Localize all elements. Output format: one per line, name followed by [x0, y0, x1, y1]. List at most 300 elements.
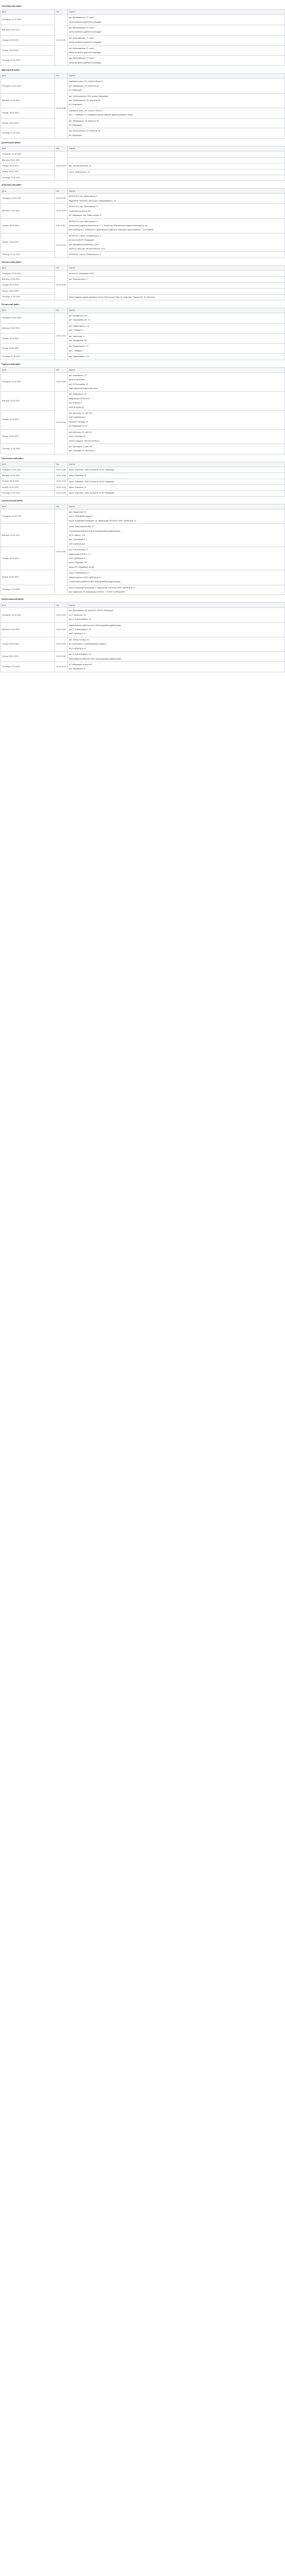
address-cell [68, 194, 285, 204]
address-cell [68, 128, 285, 139]
address-cell [68, 354, 285, 360]
date-cell: Середа, 05.02.2020 [1, 637, 55, 651]
address-line: вул. Вербицького, 18, аптека № 63 [69, 84, 99, 87]
address-line: Центр активного довголіття громадян [69, 41, 101, 44]
table-row [1, 163, 285, 169]
time-cell: 10:00-14:00 [55, 79, 68, 139]
table-row [1, 372, 285, 392]
header-address: Адреса [68, 462, 285, 467]
table-row [1, 56, 285, 66]
address-line: КНП «ЦПМСД № 1» [69, 633, 86, 635]
table-row [1, 252, 285, 258]
table-header-row [1, 10, 285, 15]
address-line: КНП ЦПМСД № 1, ЦПМСД № 1 Дніпровського району м. Києва вул. Курнатовського, 7 (3-й поверх) [69, 229, 154, 231]
address-cell [68, 444, 285, 454]
address-line: вул. Підвисоцького, 13 [69, 345, 88, 348]
address-line: Дитяча поліклініка [69, 379, 85, 381]
date-cell: Понеділок, 03.02.2020 [1, 510, 55, 524]
address-cell [68, 547, 285, 570]
address-line: вул. Жилянська, 14 [69, 668, 86, 670]
schedule-table [1, 462, 285, 497]
address-line: просп. Любомира Гузара, 8 [69, 515, 93, 518]
header-address: Адреса [68, 74, 285, 79]
time-cell: 10:00-14:00 [55, 490, 68, 496]
schedule-table [1, 602, 285, 672]
address-line: Центр активного довголіття громадян [69, 21, 101, 23]
address-cell [68, 175, 285, 180]
address-cell [68, 344, 285, 354]
date-cell: Четвер, 06.02.2020 [1, 429, 55, 444]
table-row [1, 524, 285, 547]
time-cell: 10:00-14:00 [55, 479, 68, 484]
address-line: вул. Волоська, 47, каб.113 [69, 431, 92, 433]
address-line: вул. Солом'янська, 17 [69, 549, 88, 551]
address-line: вул. Г. Майдан, 2 [69, 349, 84, 352]
time-cell: 10:00-14:00 [55, 652, 68, 662]
district-title: Печерський район [1, 300, 284, 308]
table-row [1, 175, 285, 180]
address-cell [68, 56, 285, 66]
address-line: вул. Г. Майдан, 2 [69, 329, 84, 332]
address-line: КП «Фармація» аптека № 1 [69, 663, 93, 666]
date-cell: П'ятниця, 07.02.2020 [1, 490, 55, 496]
district-section-9 [1, 595, 284, 672]
table-row [1, 479, 285, 484]
date-cell: Четвер, 06.02.2020 [1, 233, 55, 252]
address-line: просп. Перемоги, 97 [69, 474, 87, 477]
address-cell [68, 79, 285, 93]
header-address: Адреса [68, 504, 285, 510]
address-line: вул. Дегтярівська, 60, аптека № 130 КП «Фармація» [69, 609, 114, 612]
date-cell: Вівторок, 04.02.2020 [1, 524, 55, 547]
address-cell [68, 163, 285, 169]
date-cell: Середа, 05.02.2020 [1, 163, 55, 169]
address-cell [68, 289, 285, 294]
address-line: Аптека КП «Фармація» №110 [69, 272, 94, 275]
address-line: - [69, 290, 70, 293]
district-title: Святошинський район [1, 454, 284, 462]
address-line: б-р Т. Шевченка, 28 [69, 614, 86, 616]
table-header-row [1, 504, 285, 510]
address-line: вул. Б. Хмельницького, 24 [69, 629, 92, 631]
schedule-table [1, 9, 285, 66]
date-cell: П'ятниця, 07.02.2020 [1, 56, 55, 66]
date-cell: Середа, 05.02.2020 [1, 547, 55, 570]
table-row [1, 128, 285, 139]
header-time: Час [55, 265, 68, 270]
table-row [1, 570, 285, 585]
address-cell [68, 118, 285, 128]
table-row [1, 323, 285, 333]
address-cell [68, 252, 285, 258]
address-line: просп. Свободи, 22 [69, 435, 86, 438]
address-line: вул. Васильківська, 27, корп.1 [69, 26, 95, 29]
address-cell [68, 151, 285, 157]
address-line: Солом'янська районна в місті Києві державна адміністрація [69, 581, 120, 583]
address-line: вул. Бориспільська, 34, аптека № 98 [69, 99, 100, 101]
date-cell: Понеділок, 03.02.2020 [1, 270, 55, 276]
header-date: Дата [1, 146, 55, 151]
address-line: КП «Фармація» [69, 104, 82, 106]
schedule-table [1, 73, 285, 139]
address-line: КЗПСМ № 7, просп. Лобановського, 2 [69, 253, 101, 256]
address-line: вул. Русанівська набережна, 24/31 [69, 243, 99, 246]
time-cell: 10:00-14:00 [55, 392, 68, 454]
address-cell [68, 233, 285, 252]
table-row [1, 608, 285, 622]
address-line: КЗПСМ № 7, просп. Лобановського, 2 [69, 234, 101, 237]
address-line: вул. Косенка, 9 [69, 402, 82, 404]
address-cell [68, 204, 285, 218]
address-line: КНП «ЦПМСД №2» [69, 543, 86, 545]
time-cell: 10:00-14:00 [55, 510, 68, 595]
district-title: Подільський район [1, 360, 284, 367]
address-cell [68, 157, 285, 163]
header-address: Адреса [68, 10, 285, 15]
date-cell: Середа, 05.02.2020 [1, 411, 55, 430]
date-cell: Вівторок, 04.02.2020 [1, 323, 55, 333]
address-cell [68, 218, 285, 233]
address-line: просп. Космонавта Комарова, 2, амбулаторія ЗПСМ № 5 КНП «ЦПМСД № 2» [69, 586, 135, 589]
address-cell [68, 490, 285, 496]
table-row [1, 473, 285, 479]
address-cell [68, 372, 285, 392]
time-cell: 9:00-11:00 [55, 218, 68, 233]
address-line: Харківське шосе, 121, аптека «Ліола-С» [69, 109, 103, 112]
address-cell [68, 323, 285, 333]
address-line: КП «Фармація» [69, 124, 82, 126]
address-line: вул. Копилівська, 30 [69, 393, 86, 396]
address-line: Територіальний соціальний центр [69, 387, 98, 390]
address-line: вул. Первомайського, 10 [69, 319, 91, 321]
table-row [1, 270, 285, 276]
address-line: просп. Перемоги, 97 [69, 486, 87, 489]
table-header-row [1, 265, 285, 270]
table-row [1, 108, 285, 118]
address-cell [68, 392, 285, 411]
header-date: Дата [1, 603, 55, 608]
header-time: Час [55, 462, 68, 467]
district-title: Деснянський район [1, 139, 284, 146]
date-cell: П'ятниця, 07.02.2020 [1, 252, 55, 258]
address-line: ФАРБІ № 46/а, вул. Митрополитська, 15-А [69, 247, 105, 250]
address-line: вул. Полякова, 37, АЗПСМ № 1 [69, 450, 96, 452]
address-line: Центр надання адміністративних послуг Оболонської РДА в м. Києві (вул. Тимошенка, 16, Оболонь) [69, 296, 155, 298]
address-cell [68, 282, 285, 288]
address-line: вул. Підвисоцького, 4-А [69, 355, 90, 358]
address-line: вул. Вербицького, 18, аптека № 63 [69, 120, 99, 122]
district-section-1 [1, 66, 284, 139]
address-line: вул. Бориспільська, 34, аптека № 98 [69, 130, 100, 132]
district-section-2 [1, 139, 284, 181]
address-line: аналог повідомл. АЗПСМ ЦПМСД 4 [69, 439, 100, 442]
address-line: вул. Ю. Бєстужева, 32 [69, 383, 88, 385]
time-cell: 10:00-14:00 [55, 151, 68, 181]
header-time: Час [55, 308, 68, 313]
address-cell [68, 662, 285, 672]
district-section-7 [1, 454, 284, 497]
table-row [1, 652, 285, 662]
time-cell: 10:00-14:00 [55, 270, 68, 300]
date-cell: Середа, 05.02.2020 [1, 333, 55, 344]
address-line: - [69, 153, 70, 156]
address-cell [68, 652, 285, 662]
district-section-4 [1, 258, 284, 300]
address-line: Аптека №105 КП «Фармація» [69, 239, 95, 242]
table-row [1, 218, 285, 233]
table-row [1, 282, 285, 288]
address-line: - [69, 284, 70, 286]
table-row [1, 294, 285, 300]
table-row [1, 662, 285, 672]
date-cell: Понеділок, 03.02.2020 [1, 79, 55, 93]
table-row [1, 490, 285, 496]
address-line: вул. Васильківська, 27, корп.1 [69, 37, 95, 39]
address-line: Амбулаторія ЗПСМ № 8 [69, 397, 90, 400]
date-cell: Четвер, 06.02.2020 [1, 652, 55, 662]
table-header-row [1, 462, 285, 467]
address-line: вул. Б. Хмельницького, 24 [69, 653, 92, 656]
address-cell [68, 429, 285, 444]
header-date: Дата [1, 462, 55, 467]
address-line: вул. Шолом-Алейхема, 18 [69, 165, 92, 167]
table-header-row [1, 74, 285, 79]
address-line: Харківське шосе, 121, аптека «Ліола-С» [69, 80, 103, 83]
header-time: Час [55, 603, 68, 608]
table-row [1, 15, 285, 25]
address-line: - [69, 159, 70, 161]
table-row [1, 233, 285, 252]
table-row [1, 45, 285, 56]
time-cell: 10:00-14:00 [55, 313, 68, 360]
date-cell: Понеділок, 03.02.2020 [1, 608, 55, 622]
table-row [1, 585, 285, 595]
address-line: амбулаторія ЗПСМ 1, 2, 3 [69, 553, 91, 555]
date-cell: Вівторок, 04.02.2020 [1, 473, 55, 479]
time-cell: 11:00-14:00 [55, 15, 68, 66]
address-line: КП «Фармація» [69, 134, 82, 137]
address-line: Солом'янська районна в місті Києві державна адміністрація [69, 530, 120, 532]
date-cell: Четвер, 06.02.2020 [1, 289, 55, 294]
header-time: Час [55, 10, 68, 15]
date-cell: П'ятниця, 07.02.2020 [1, 444, 55, 454]
date-cell: Середа, 05.02.2020 [1, 108, 55, 118]
date-cell: Четвер, 06.02.2020 [1, 169, 55, 175]
district-section-8 [1, 497, 284, 595]
address-line: КНП «ЦПМСД № 1» [69, 647, 86, 650]
time-cell: 10:00-14:00 [55, 622, 68, 637]
address-line: Проспект Свободи, 22 [69, 420, 88, 423]
district-title: Дніпровський район [1, 181, 284, 188]
address-cell [68, 524, 285, 547]
date-cell: Понеділок, 03.02.2020 [1, 151, 55, 157]
table-row [1, 510, 285, 524]
address-cell [68, 570, 285, 585]
address-line: КНП «ЦПМСД №1» [69, 416, 86, 419]
date-cell: Вівторок, 04.02.2020 [1, 392, 55, 411]
address-line: вул. Солом'янська, 3 [69, 538, 87, 541]
date-cell: Вівторок, 04.02.2020 [1, 25, 55, 35]
table-row [1, 467, 285, 472]
address-cell [68, 294, 285, 300]
address-line: просп. Перемоги, 148/3, Аптека № 78 КП «Фармація» [69, 492, 115, 495]
date-cell: Середа, 05.02.2020 [1, 218, 55, 233]
address-line: вул. Б. Хмельницького, 24 [69, 618, 92, 621]
date-cell: П'ятниця, 07.02.2020 [1, 175, 55, 180]
address-cell [68, 473, 285, 479]
address-line: вул. Гвардійська, 31 [69, 511, 86, 513]
address-cell [68, 313, 285, 324]
address-cell [68, 411, 285, 430]
date-cell: Понеділок, 01.02.2020 [1, 15, 55, 25]
district-section-6 [1, 360, 284, 454]
header-date: Дата [1, 308, 55, 313]
address-cell [68, 485, 285, 490]
address-line: - [69, 176, 70, 179]
date-cell: Понеділок, 03.02.2020 [1, 194, 55, 204]
schedule-document [0, 0, 285, 676]
address-cell [68, 585, 285, 595]
address-line: Шевченківська районна в місті Києві державна адміністрація [69, 657, 121, 660]
date-cell: П'ятниця, 07.02.2020 [1, 128, 55, 139]
address-cell [68, 25, 285, 35]
table-header-row [1, 603, 285, 608]
address-cell [68, 637, 285, 651]
table-row [1, 547, 285, 570]
address-line: просп. Повітрофлотський, 41 [69, 526, 94, 528]
address-cell [68, 15, 285, 25]
header-time: Час [55, 367, 68, 372]
address-line: амбулаторія № 4 КНП «ЦПМСД № 2» [69, 576, 101, 579]
table-row [1, 194, 285, 204]
address-cell [68, 277, 285, 282]
table-row [1, 204, 285, 218]
district-section-5 [1, 300, 284, 360]
date-cell: Вівторок, 04.02.2020 [1, 93, 55, 108]
header-date: Дата [1, 74, 55, 79]
address-cell [68, 510, 285, 524]
address-line: просп. Космонавта Комарова, 16, амбулаторія ЗПСМ № 2 КНП «ЦПМСД № 2» [69, 519, 136, 522]
date-cell: Вівторок, 04.02.2020 [1, 157, 55, 163]
time-cell: 10:00-14:00 [55, 485, 68, 490]
table-row [1, 392, 285, 411]
address-line: вул. Копилівська, 17 [69, 374, 86, 377]
address-line: вул. Волоська, 47, каб. 322 [69, 412, 93, 415]
table-row [1, 277, 285, 282]
time-cell: 10:00-14:00 [55, 372, 68, 392]
header-time: Час [55, 504, 68, 510]
address-line: Поліклініка аптека № 109 [69, 210, 91, 212]
address-line: вул. Кривоноса, 14, амбулаторія ЗПСМ 6, 7, 8 КНП «ЦПМСД №2» [69, 590, 126, 593]
header-date: Дата [1, 189, 55, 194]
date-cell: Вівторок, 04.02.2020 [1, 622, 55, 637]
address-line: Центральна районна бібліотека ім. П. Г. Тичини вул. Митрополита Андрея Шептицького, 3а [69, 224, 148, 227]
address-line: просп. Перемоги, 148/3, Аптека № 78 КП «Фармація» [69, 480, 115, 483]
header-date: Дата [1, 265, 55, 270]
address-line: Шевченківська районна в місті Києві державна адміністрація [69, 624, 121, 626]
address-line: вул. Васильківська, 27, корп.1 [69, 16, 95, 19]
date-cell: Середа, 05.02.2020 [1, 282, 55, 288]
address-line: Відділення Поштового вагону вул. Первомайського, 10 [69, 199, 116, 202]
address-line: КП «Фармація» [69, 89, 82, 92]
table-row [1, 637, 285, 651]
schedule-table [1, 146, 285, 181]
header-address: Адреса [68, 146, 285, 151]
time-cell: 10:00-14:00 [55, 662, 68, 672]
table-row [1, 118, 285, 128]
header-date: Дата [1, 10, 55, 15]
district-section-0 [1, 2, 284, 66]
table-row [1, 622, 285, 637]
header-time: Час [55, 189, 68, 194]
date-cell: П'ятниця, 07.02.2020 [1, 354, 55, 360]
header-time: Час [55, 74, 68, 79]
address-cell [68, 270, 285, 276]
address-cell [68, 479, 285, 484]
time-cell: 10:00-14:00 [55, 194, 68, 204]
address-line: КЗПСМ № 6, вул. Ярославська, 8 [69, 220, 98, 223]
address-line: Центр активного довголіття громадян [69, 51, 101, 54]
date-cell: П'ятниця, 07.02.2020 [1, 585, 55, 595]
address-cell [68, 35, 285, 45]
table-row [1, 411, 285, 430]
header-address: Адреса [68, 367, 285, 372]
address-cell [68, 622, 285, 637]
table-row [1, 157, 285, 163]
address-cell [68, 333, 285, 344]
table-row [1, 444, 285, 454]
date-cell: Вівторок, 04.02.2020 [1, 204, 55, 218]
address-line: просп. Перемоги, 4/6 [69, 562, 87, 564]
address-line: вул. Васильківська, 27, корп.1 [69, 47, 95, 49]
address-line: вул. Рокосовського, 4 [69, 278, 87, 281]
address-cell [68, 93, 285, 108]
address-line: вул. Підвисоцького, 4-А [69, 325, 90, 327]
table-row [1, 313, 285, 324]
district-title: Оболонський район [1, 258, 284, 265]
date-cell: Вівторок, 04.02.2020 [1, 277, 55, 282]
table-header-row [1, 146, 285, 151]
header-address: Адреса [68, 603, 285, 608]
date-cell: Четвер, 06.02.2020 [1, 118, 55, 128]
time-cell: 10:00-14:00 [55, 467, 68, 472]
district-section-3 [1, 181, 284, 258]
date-cell: Середа, 05.02.2020 [1, 479, 55, 484]
header-address: Адреса [68, 308, 285, 313]
address-line: вул. Мечникова, 8 [69, 335, 84, 337]
address-line: АЗПСМ ЦПМСД 1 [69, 406, 84, 409]
table-row [1, 289, 285, 294]
date-cell: П'ятниця, 07.02.2020 [1, 294, 55, 300]
address-line: КП «Фармація» № 19 [69, 425, 87, 428]
address-line: вул. Мостицька, 9, каб. 350 [69, 445, 93, 448]
table-row [1, 151, 285, 157]
time-cell: 11:00-14:00 [55, 233, 68, 258]
schedule-table [1, 188, 285, 258]
table-row [1, 93, 285, 108]
date-cell: Четвер, 06.02.2020 [1, 45, 55, 56]
schedule-table [1, 308, 285, 360]
time-cell: 10:00-14:00 [55, 637, 68, 651]
address-line: вул. Цитадельна, 5/9 [69, 340, 87, 342]
date-cell: Понеділок, 03.02.2020 [1, 372, 55, 392]
date-cell: Четвер, 06.02.2020 [1, 344, 55, 354]
time-cell: 10:00-14:00 [55, 608, 68, 622]
address-line: вул. Васильківська, 27, корп.1 [69, 57, 95, 60]
address-cell [68, 467, 285, 472]
table-row [1, 333, 285, 344]
address-line: Центр активного довголіття громадян [69, 31, 101, 33]
